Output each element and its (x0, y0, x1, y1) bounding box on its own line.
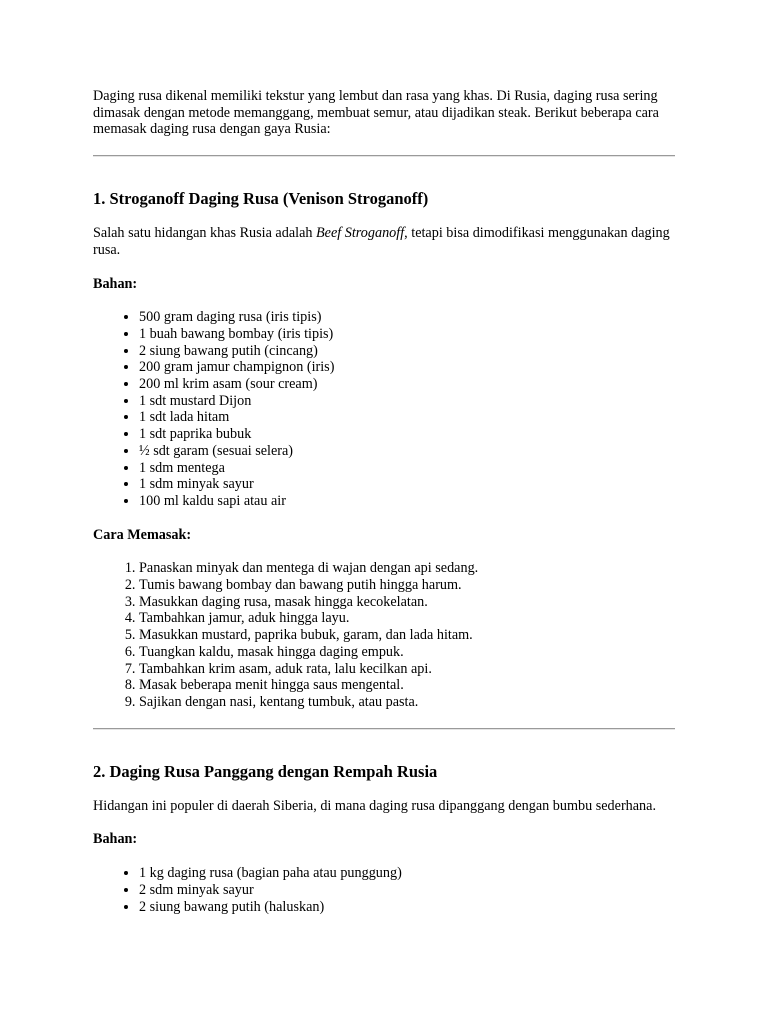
section-divider (93, 155, 675, 157)
section-1-cara-label: Cara Memasak: (93, 526, 192, 543)
list-item: 6. Tuangkan kaldu, masak hingga daging empuk. (139, 644, 675, 661)
list-item: • 1 buah bawang bombay (iris tipis) (139, 326, 675, 343)
section-2-bahan-label: Bahan: (93, 831, 138, 848)
list-item: • 100 ml kaldu sapi atau air (139, 493, 675, 510)
document-page (93, 88, 675, 915)
list-item: • 2 siung bawang putih (haluskan) (139, 899, 675, 916)
section-2-title: 2. Daging Rusa Panggang dengan Rempah Rusia (93, 761, 438, 781)
list-item: 7. Tambahkan krim asam, aduk rata, lalu kecilkan api. (139, 661, 675, 678)
section-1-cara-list (93, 560, 675, 710)
list-item: • 1 sdm minyak sayur (139, 476, 675, 493)
list-item: • 200 gram jamur champignon (iris) (139, 359, 675, 376)
section-1-bahan-label: Bahan: (93, 275, 138, 292)
list-item: 5. Masukkan mustard, paprika bubuk, garam, dan lada hitam. (139, 627, 675, 644)
list-item: • 1 sdt mustard Dijon (139, 393, 675, 410)
list-item: 9. Sajikan dengan nasi, kentang tumbuk, atau pasta. (139, 694, 675, 711)
section-1-bahan-list (93, 309, 675, 509)
section-1-desc-emphasis: Beef Stroganoff (316, 225, 405, 242)
list-item: • 1 kg daging rusa (bagian paha atau punggung) (139, 865, 675, 882)
section-2-description: Hidangan ini populer di daerah Siberia, di mana daging rusa dipanggang dengan bumbu sederhana. (93, 797, 656, 814)
section-1-description (93, 225, 675, 258)
list-item: 8. Masak beberapa menit hingga saus mengental. (139, 677, 675, 694)
section-divider (93, 728, 675, 730)
list-item: • 200 ml krim asam (sour cream) (139, 376, 675, 393)
list-item: 4. Tambahkan jamur, aduk hingga layu. (139, 610, 675, 627)
list-item: • 500 gram daging rusa (iris tipis) (139, 309, 675, 326)
list-item: 2. Tumis bawang bombay dan bawang putih hingga harum. (139, 577, 675, 594)
section-1-title: 1. Stroganoff Daging Rusa (Venison Stroganoff) (93, 189, 429, 209)
section-1-desc-before: Salah satu hidangan khas Rusia adalah (93, 225, 317, 242)
list-item: • ½ sdt garam (sesuai selera) (139, 443, 675, 460)
list-item: • 1 sdt lada hitam (139, 409, 675, 426)
list-item: • 1 sdm mentega (139, 460, 675, 477)
list-item: • 2 siung bawang putih (cincang) (139, 343, 675, 360)
intro-paragraph: Daging rusa dikenal memiliki tekstur yang lembut dan rasa yang khas. Di Rusia, daging rusa sering dimasak dengan metode memanggang, membuat semur, atau dijadikan steak. Berikut beberapa cara memasak daging rusa dengan gaya Rusia: (93, 88, 659, 138)
section-1-desc-after: , tetapi bisa dimodifikasi menggunakan daging rusa. (93, 225, 670, 258)
list-item: 3. Masukkan daging rusa, masak hingga kecokelatan. (139, 594, 675, 611)
list-item: • 2 sdm minyak sayur (139, 882, 675, 899)
list-item: • 1 sdt paprika bubuk (139, 426, 675, 443)
section-2-bahan-list (93, 865, 675, 915)
list-item: 1. Panaskan minyak dan mentega di wajan dengan api sedang. (139, 560, 675, 577)
